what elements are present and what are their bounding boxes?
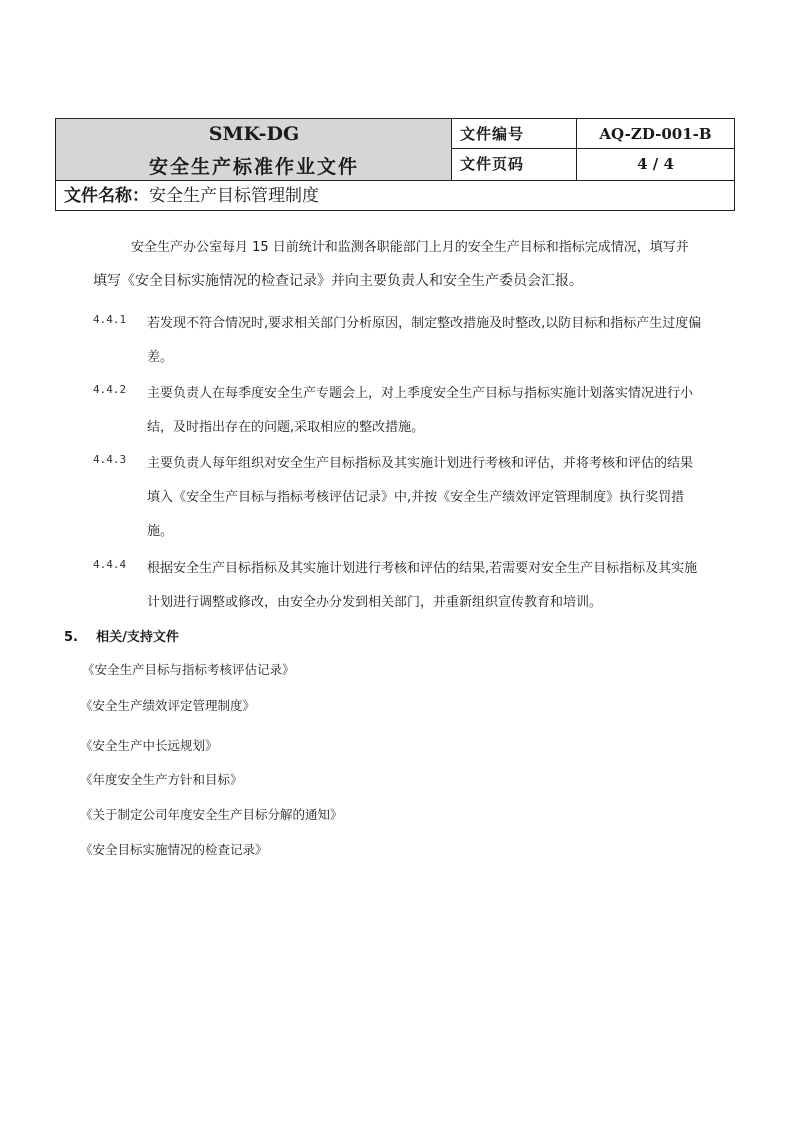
header-title-cell bbox=[56, 119, 452, 180]
clause-number: 4.4.2 bbox=[93, 383, 127, 396]
reference-document: 《安全生产目标与指标考核评估记录》 bbox=[82, 662, 295, 677]
reference-document: 《安全目标实施情况的检查记录》 bbox=[80, 842, 268, 857]
reference-document: 《安全生产中长远规划》 bbox=[80, 738, 218, 753]
clause-number: 4.4.3 bbox=[93, 453, 127, 466]
intro-line-2: 填写《安全目标实施情况的检查记录》并向主要负责人和安全生产委员会汇报。 bbox=[93, 273, 583, 289]
reference-document: 《安全生产绩效评定管理制度》 bbox=[80, 698, 256, 713]
doc-number-label: 文件编号 bbox=[452, 119, 577, 149]
section-title: 相关/支持文件 bbox=[96, 630, 179, 645]
intro-line-1: 安全生产办公室每月 15 日前统计和监测各职能部门上月的安全生产目标和指标完成情况，填写并 bbox=[131, 240, 689, 255]
clause-text: 主要负责人每年组织对安全生产目标指标及其实施计划进行考核和评估，并将考核和评估的结果 bbox=[147, 456, 694, 471]
document-name-label: 文件名称： bbox=[64, 186, 149, 206]
clause-text: 差。 bbox=[147, 350, 174, 365]
page-number-label: 文件页码 bbox=[452, 149, 577, 180]
reference-document: 《关于制定公司年度安全生产目标分解的通知》 bbox=[80, 807, 343, 822]
clause-text: 计划进行调整或修改，由安全办分发到相关部门，并重新组织宣传教育和培训。 bbox=[147, 595, 603, 610]
clause-text: 填入《安全生产目标与指标考核评估记录》中,并按《安全生产绩效评定管理制度》执行奖罚措 bbox=[147, 490, 685, 505]
reference-document: 《年度安全生产方针和目标》 bbox=[80, 772, 243, 787]
clause-text: 施。 bbox=[147, 524, 174, 539]
document-name-value: 安全生产目标管理制度 bbox=[149, 186, 319, 206]
page-number-value: 4 / 4 bbox=[637, 155, 674, 173]
section-heading bbox=[64, 626, 179, 645]
document-category-title: 安全生产标准作业文件 bbox=[148, 156, 359, 178]
clause-text: 根据安全生产目标指标及其实施计划进行考核和评估的结果,若需要对安全生产目标指标及其实施 bbox=[147, 561, 698, 576]
document-header-table bbox=[55, 118, 735, 211]
company-code: SMK-DG bbox=[208, 123, 300, 145]
section-number: 5. bbox=[64, 630, 78, 645]
clause-number: 4.4.4 bbox=[93, 558, 127, 571]
doc-number-value: AQ-ZD-001-B bbox=[577, 119, 734, 149]
clause-number: 4.4.1 bbox=[93, 313, 127, 326]
clause-text: 若发现不符合情况时,要求相关部门分析原因，制定整改措施及时整改,以防目标和指标产生过度偏 bbox=[147, 316, 702, 331]
document-name-row bbox=[56, 180, 734, 210]
clause-text: 结，及时指出存在的问题,采取相应的整改措施。 bbox=[147, 420, 425, 435]
clause-text: 主要负责人在每季度安全生产专题会上，对上季度安全生产目标与指标实施计划落实情况进行小 bbox=[147, 386, 694, 401]
